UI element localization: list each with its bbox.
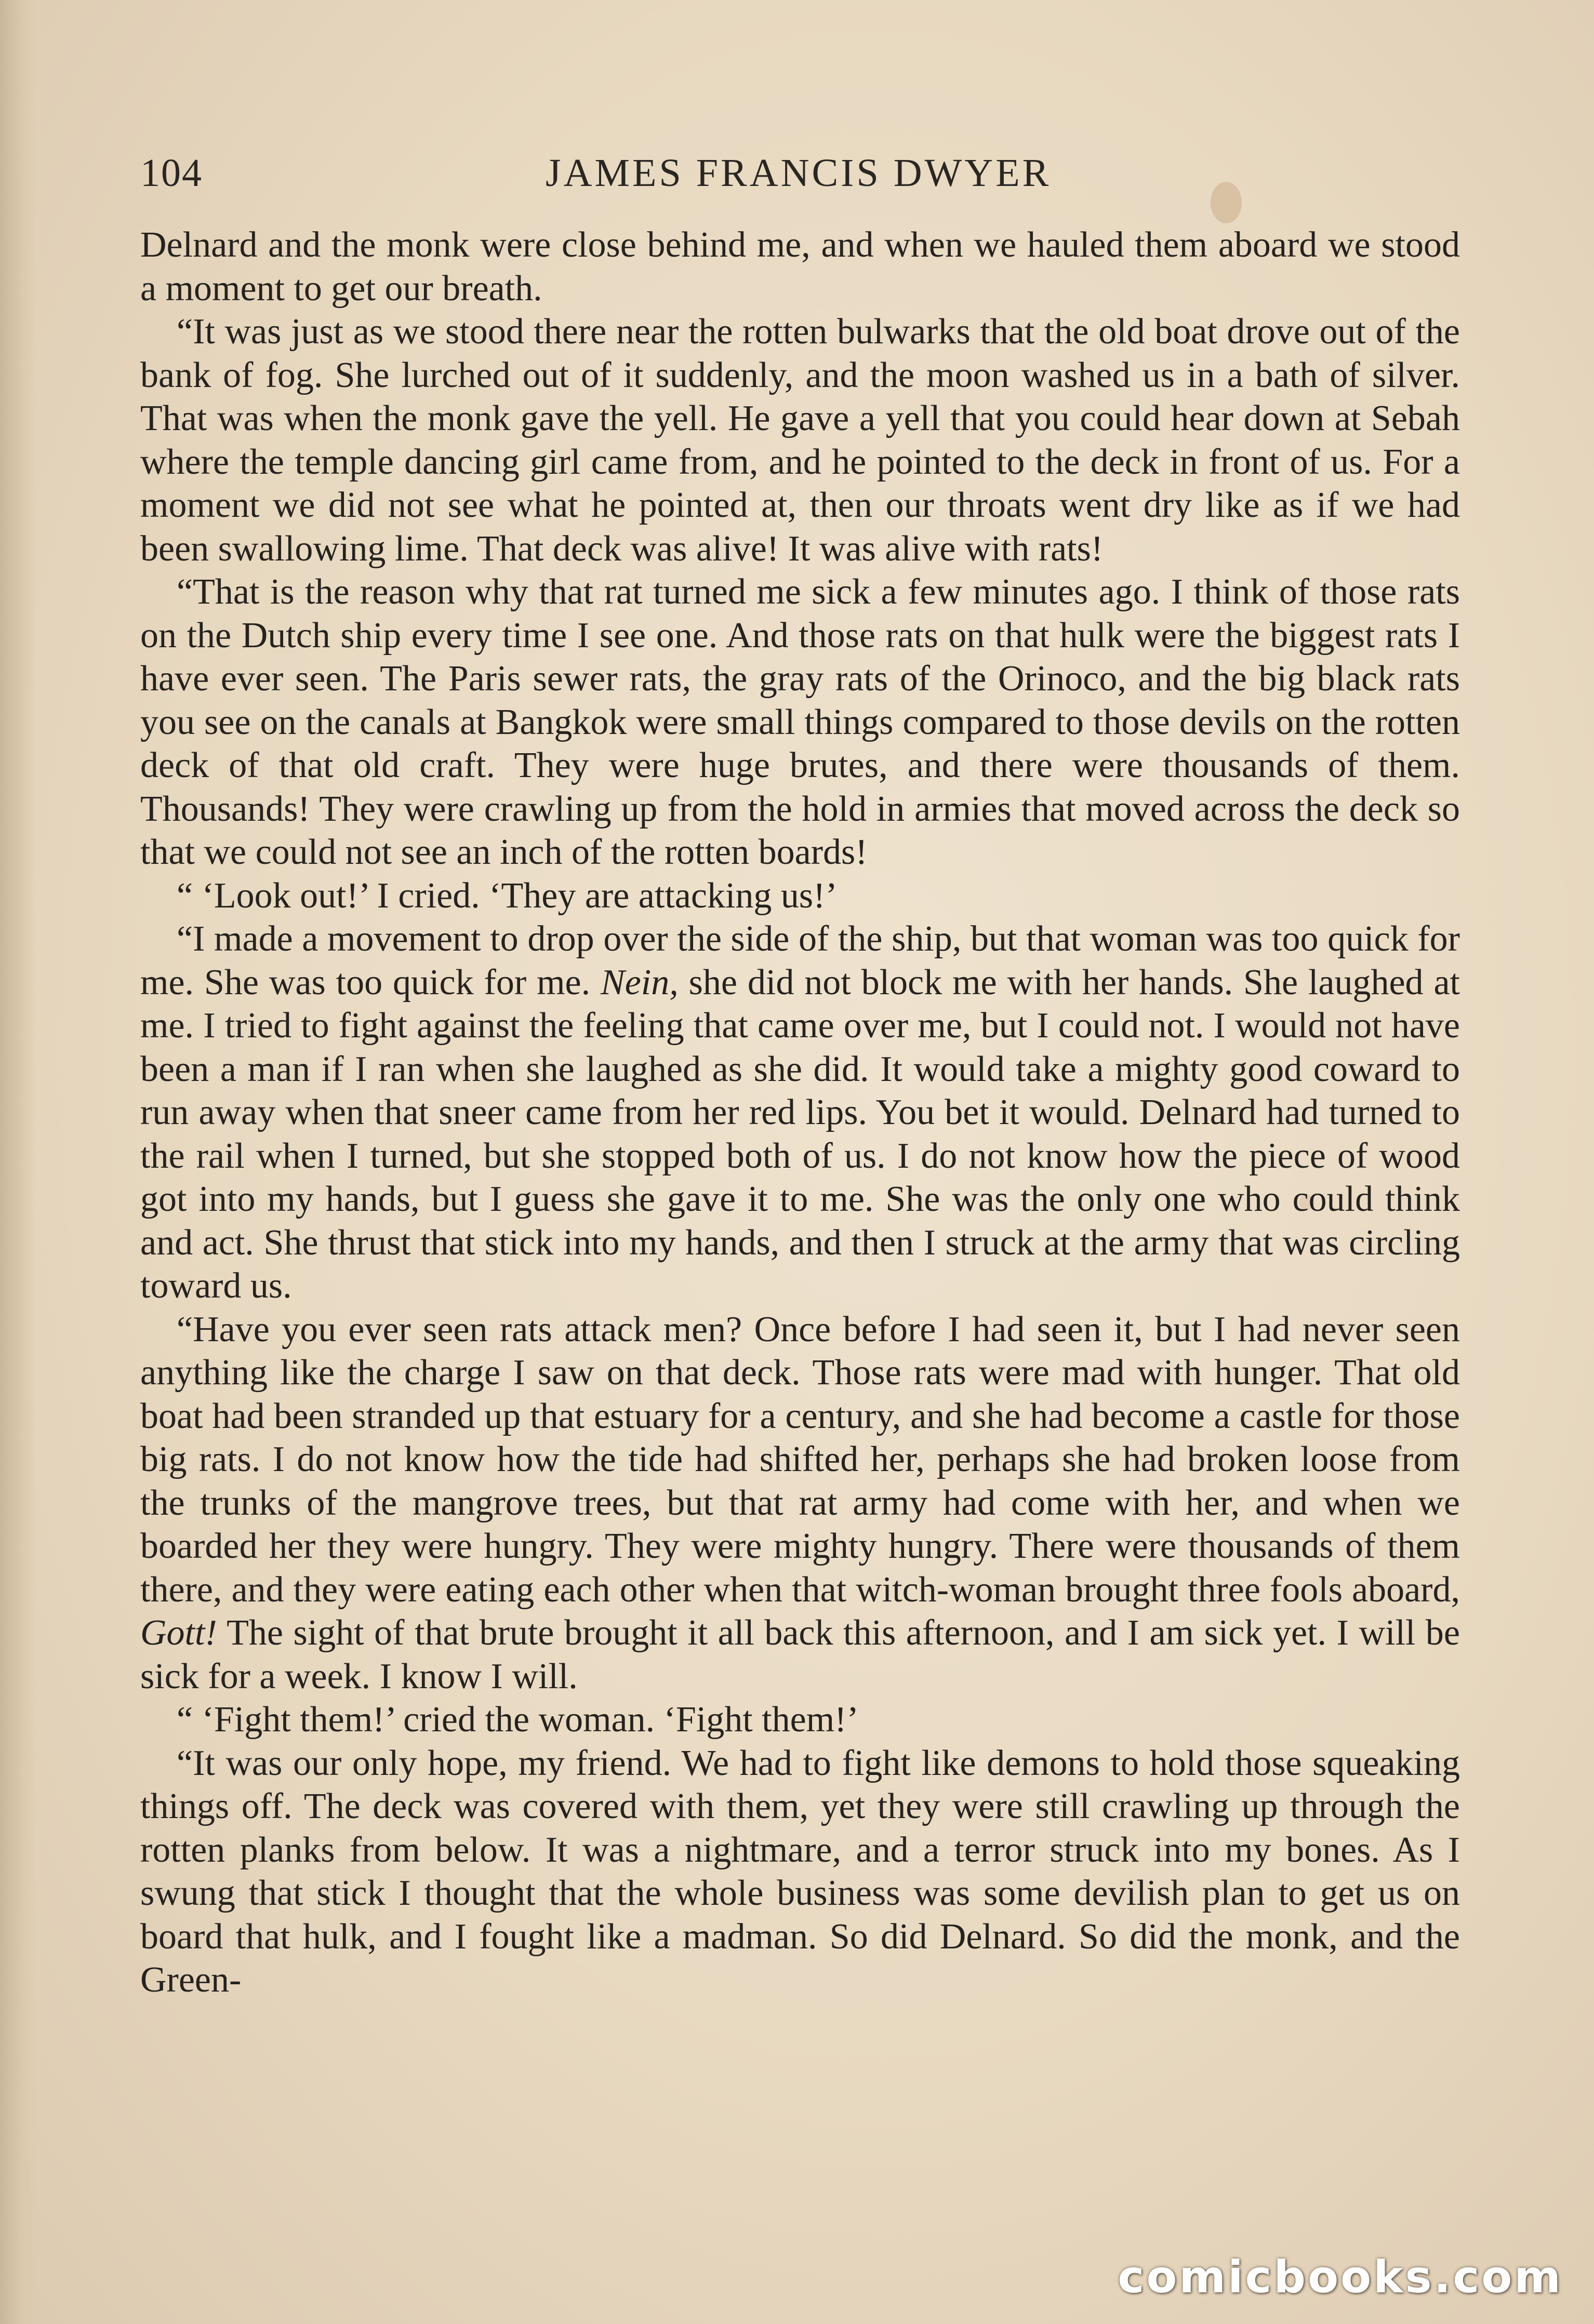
running-head: JAMES FRANCIS DWYER	[546, 151, 1052, 195]
page-number: 104	[140, 151, 203, 195]
paragraph	[140, 310, 1460, 570]
body-text	[140, 223, 1460, 2002]
paragraph	[140, 1698, 1460, 1742]
paragraph	[140, 1308, 1460, 1699]
text-run: The sight of that brute brought it all back this afternoon, and I am sick yet. I will be sick for a week. I know I will.	[140, 1613, 1460, 1697]
text-run: “Have you ever seen rats attack men? Once before I had seen it, but I had never seen anything like the charge I saw on that deck. Those rats were mad with hunger. That old boat had been stranded up that estuary for a century, and she had become a castle for those big rats. I do not know how the tide had shifted her, perhaps she had broken loose from the trunks of the mangrove trees, but that rat army had come with her, and when we boarded her they were hungry. They were mighty hungry. There were thousands of them there, and they were eating each other when that witch-woman brought three fools aboard,	[140, 1309, 1460, 1610]
page-header	[140, 151, 1470, 208]
text-run: she did not block me with her hands. She laughed at me. I tried to fight against the feeling that came over me, but I could not. I would not have been a man if I ran when she laughed as she did. It would take a mighty good coward to run away when that sneer came from her red lips. You bet it would. Delnard had turned to the rail when I turned, but she stopped both of us. I do not know how the piece of wood got into my hands, but I guess she gave it to me. She was the only one who could think and act. She thrust that stick into my hands, and then I struck at the army that was circling toward us.	[140, 962, 1460, 1306]
italic-text: Nein,	[601, 962, 679, 1003]
italic-text: Gott!	[140, 1613, 217, 1653]
page-left-edge-wear	[0, 0, 36, 2324]
text-run: “ ‘Look out!’ I cried. ‘They are attacking us!’	[177, 875, 838, 916]
watermark: comicbooks.com	[1118, 2251, 1563, 2303]
paragraph	[140, 223, 1460, 310]
text-run: “It was just as we stood there near the rotten bulwarks that the old boat drove out of the bank of fog. She lurched out of it suddenly, and the moon washed us in a bath of silver. That was when the monk gave the yell. He gave a yell that you could hear down at Sebah where the temple dancing girl came from, and he pointed to the deck in front of us. For a moment we did not see what he pointed at, then our throats went dry like as if we had been swallowing lime. That deck was alive! It was alive with rats!	[140, 312, 1460, 569]
paragraph	[140, 1742, 1460, 2002]
paragraph	[140, 570, 1460, 874]
text-run: “That is the reason why that rat turned me sick a few minutes ago. I think of those rats on the Dutch ship every time I see one. And those rats on that hulk were the biggest rats I have ever seen. The Paris sewer rats, the gray rats of the Orinoco, and the big black rats you see on the canals at Bangkok were small things compared to those devils on the rotten deck of that old craft. They were huge brutes, and there were thousands of them. Thousands! They were crawling up from the hold in armies that moved across the deck so that we could not see an inch of the rotten boards!	[140, 572, 1460, 872]
text-run: “It was our only hope, my friend. We had to fight like demons to hold those squeaking things off. The deck was covered with them, yet they were still crawling up through the rotten planks from below. It was a nightmare, and a terror struck into my bones. As I swung that stick I thought that the whole business was some devilish plan to get us on board that hulk, and I fought like a madman. So did Delnard. So did the monk, and the Green-	[140, 1743, 1460, 2000]
text-run: “I made a movement to drop over the side of the ship, but that woman was too quick for me. She was too quick for me.	[140, 919, 1460, 1003]
paragraph	[140, 917, 1460, 1308]
text-run: “ ‘Fight them!’ cried the woman. ‘Fight them!’	[177, 1700, 859, 1740]
paragraph	[140, 874, 1460, 918]
text-run: Delnard and the monk were close behind me, and when we hauled them aboard we stood a moment to get our breath.	[140, 225, 1460, 309]
